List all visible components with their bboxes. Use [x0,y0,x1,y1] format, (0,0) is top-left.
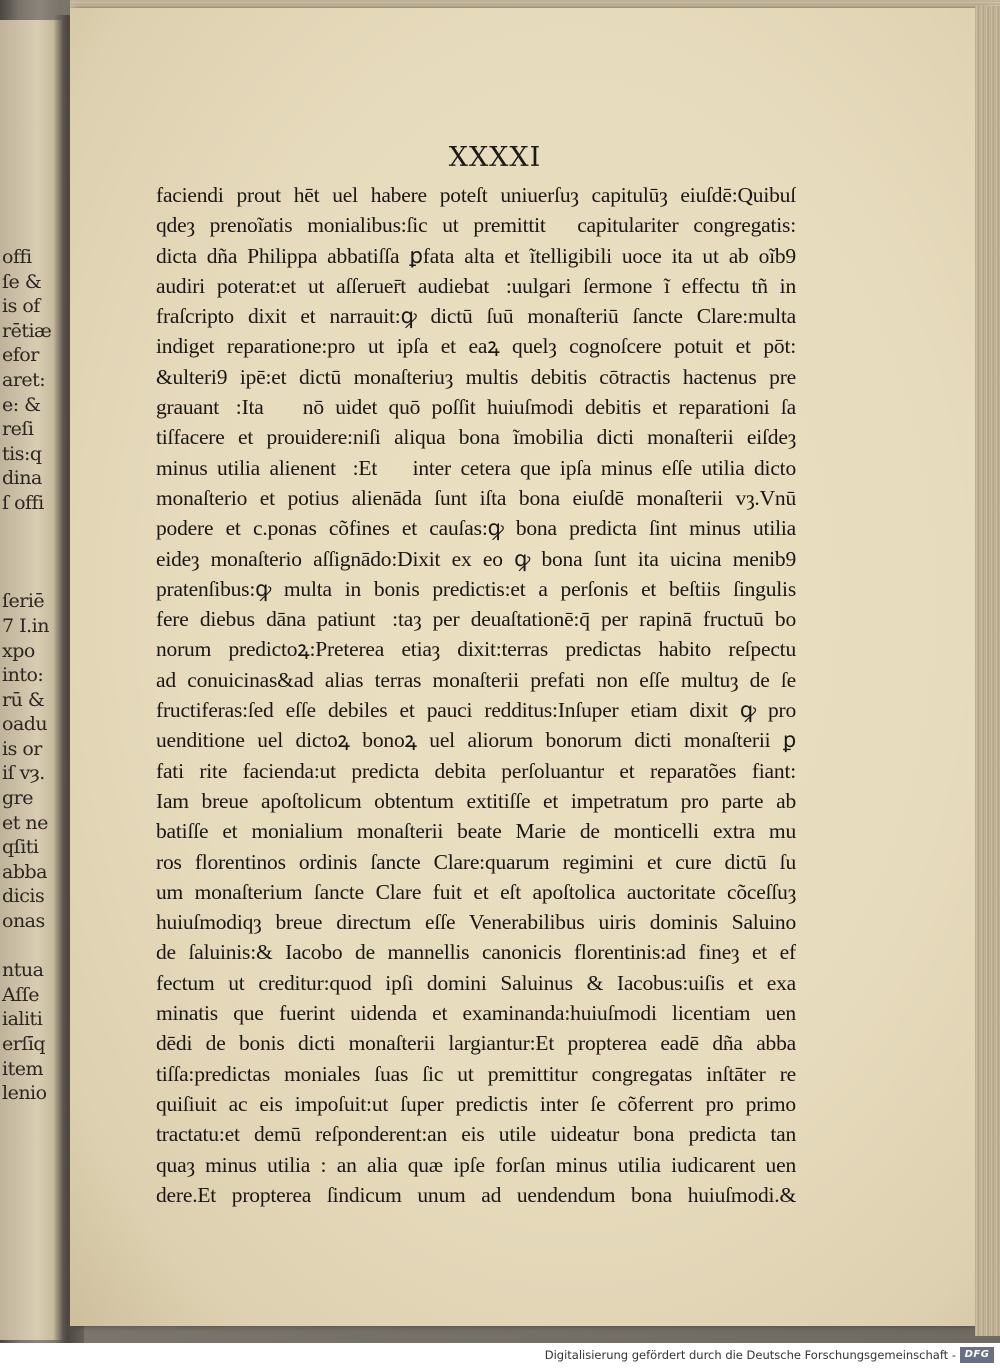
text-line: eideȝ monaſterio aſſignādo:Dixit ex eo ꝙ bona ſunt ita uicina menib9 [156,546,796,571]
margin-fragment: dicis [2,885,45,908]
text-line: fructiferas:ſed eſſe debiles et pauci redditus:Inſuper etiam dixit ꝙ pro [156,698,796,723]
text-line: de ſaluinis:& Iacobo de mannellis canonicis florentinis:ad fineȝ et ef [156,940,796,965]
margin-fragment: qſiti [2,836,39,859]
footer-bar [0,1343,1000,1368]
left-margin-fragments [0,245,62,1106]
text-line: indiget reparatione:pro ut ipſa et eaꝝ quelȝ cognoſcere potuit et pōt: [156,334,796,359]
text-line: quaȝ minus utilia : an alia quæ ipſe forſan minus utilia iudicarent uen [156,1152,796,1177]
margin-fragment [0,516,62,541]
margin-fragment: reſi [2,418,34,441]
text-line: pratenſibus:ꝙ multa in bonis predictis:et a perſonis et beſtiis ſingulis [156,576,796,601]
margin-fragment: rētiæ [2,319,52,342]
margin-fragment [0,540,62,565]
text-line: &ulteri9 ipē:et dictū monaſteriuȝ multis debitis cōtractis hactenus pre [156,364,796,389]
text-line: um monaſterium ſancte Clare fuit et eſt apoſtolica auctoritate cõceſſuȝ [156,879,796,904]
text-line: dicta dña Philippa abbatiſſa ꝑfata alta et ĩtelligibili uoce ita ut ab oĩb9 [156,243,796,268]
margin-fragment: ſ offi [2,491,44,514]
margin-fragment: ſeriē [2,590,45,613]
margin-fragment: is or [2,737,42,760]
margin-fragment: gre [2,787,33,810]
text-line: audiri poterat:et ut aſſeruer̄t audiebat᷑:uulgari ſermone ĩ effectu tñ in [156,273,796,298]
margin-fragment [0,565,62,590]
text-line: batiſſe et monialium monaſterii beate Marie de monticelli extra mu [156,819,796,844]
margin-fragment: xpo [2,639,35,662]
margin-fragment: is of [2,295,40,318]
text-line: norum predictoꝝ:Preterea etiaȝ dixit:terras predictas habito reſpectu [156,637,796,662]
text-line: Iam breue apoſtolicum obtentum extitiſſe et impetratum pro parte ab [156,788,796,813]
left-facing-page [0,20,62,1340]
margin-fragment: item [2,1057,43,1080]
footer-credit: Digitalisierung gefördert durch die Deutsche Forschungsgemeinschaft - [544,1348,956,1362]
margin-fragment: rū & [2,688,45,711]
margin-fragment: ſe & [2,270,42,293]
margin-fragment: ialiti [2,1008,43,1031]
text-line: ad conuicinas&ad alias terras monaſterii prefati non eſſe multuȝ de ſe [156,667,796,692]
margin-fragment: lenio [2,1082,47,1105]
margin-fragment: Aſſe [2,983,40,1006]
margin-fragment: efor [2,344,39,367]
text-line: uenditione uel dictoꝝ bonoꝝ uel aliorum bonorum dicti monaſterii ꝑ [156,728,796,753]
text-line: fectum ut creditur:quod ipſi domini Saluinus & Iacobus:uiſis et exa [156,970,796,995]
margin-fragment: abba [2,860,47,883]
text-line: grauant᷑:Ita ꝙ nō uidet quō poſſit huiuſmodi debitis et reparationi ſa [156,395,796,420]
text-line: fati rite facienda:ut predicta debita perſoluantur et reparatões fiant: [156,758,796,783]
margin-fragment: et ne [2,811,48,834]
margin-fragment: iſ vȝ. [2,762,45,785]
margin-fragment: 7 I.in [2,614,49,637]
text-line: qdeȝ prenoĩatis monialibus:ſic ut premittit᷑ capitulariter congregatis: [156,213,796,238]
text-line: fraſcripto dixit et narrauit:ꝙ dictū ſuū monaſteriū ſancte Clare:multa [156,304,796,329]
text-line: minatis que fuerint uidenda et examinanda:huiuſmodi licentiam uen [156,1001,796,1026]
margin-fragment: offi [2,246,32,268]
margin-fragment: onas [2,910,45,933]
text-line: fere diebus dāna patiunt᷑:taȝ per deuaſtationē:q̄ per rapinā fructuū bo [156,607,796,632]
text-line: tiſfacere et prouidere:niſi aliqua bona ĩmobilia dicti monaſterii eiſdeȝ [156,425,796,450]
margin-fragment: ntua [2,959,44,982]
text-line: faciendi prout hēt uel habere poteſt uniuerſuȝ capitulūȝ eiuſdē:Quibuſ [156,183,796,207]
text-line: tractatu:et demū reſponderent:an eis utile uideatur bona predicta tan [156,1122,796,1147]
margin-fragment [0,934,62,959]
page-edge-right [975,6,1000,1336]
text-line: huiuſmodiqȝ breue directum eſſe Venerabilibus uiris dominis Saluino [156,910,796,935]
margin-fragment: into: [2,664,44,687]
text-line: ros florentinos ordinis ſancte Clare:quarum regimini et cure dictū ſu [156,849,796,874]
text-line: dēdi de bonis dicti monaſterii largiantur:Et propterea eadē dña abba [156,1031,796,1056]
text-line: dere.Et propterea ſindicum unum ad uendendum bona huiuſmodi.& [156,1182,796,1207]
margin-fragment: aret: [2,368,46,391]
folio-number: XXXXI [448,142,542,173]
text-line: minus utilia alienent᷑:Et ꝙ inter cetera que ipſa minus eſſe utilia dicto [156,455,796,480]
text-line: monaſterio et potius alienāda ſunt iſta bona eiuſdē monaſterii vȝ.Vnū [156,485,796,510]
margin-fragment: dina [2,467,42,490]
margin-fragment: erſīq [2,1033,46,1055]
text-line: tiſſa:predictas moniales ſuas ſic ut premittitur congregatas inſtāter re [156,1061,796,1086]
margin-fragment: tis:q [2,442,42,465]
text-line: podere et c.ponas cõfines et cauſas:ꝙ bona predicta ſint minus utilia [156,516,796,541]
margin-fragment: e: & [2,393,41,416]
margin-fragment: oadu [2,713,48,736]
main-text-block [156,180,796,1210]
dfg-logo: DFG [960,1347,994,1363]
text-line: quiſiuit ac eis impoſuit:ut ſuper predictis inter ſe cõferrent pro primo [156,1091,796,1116]
